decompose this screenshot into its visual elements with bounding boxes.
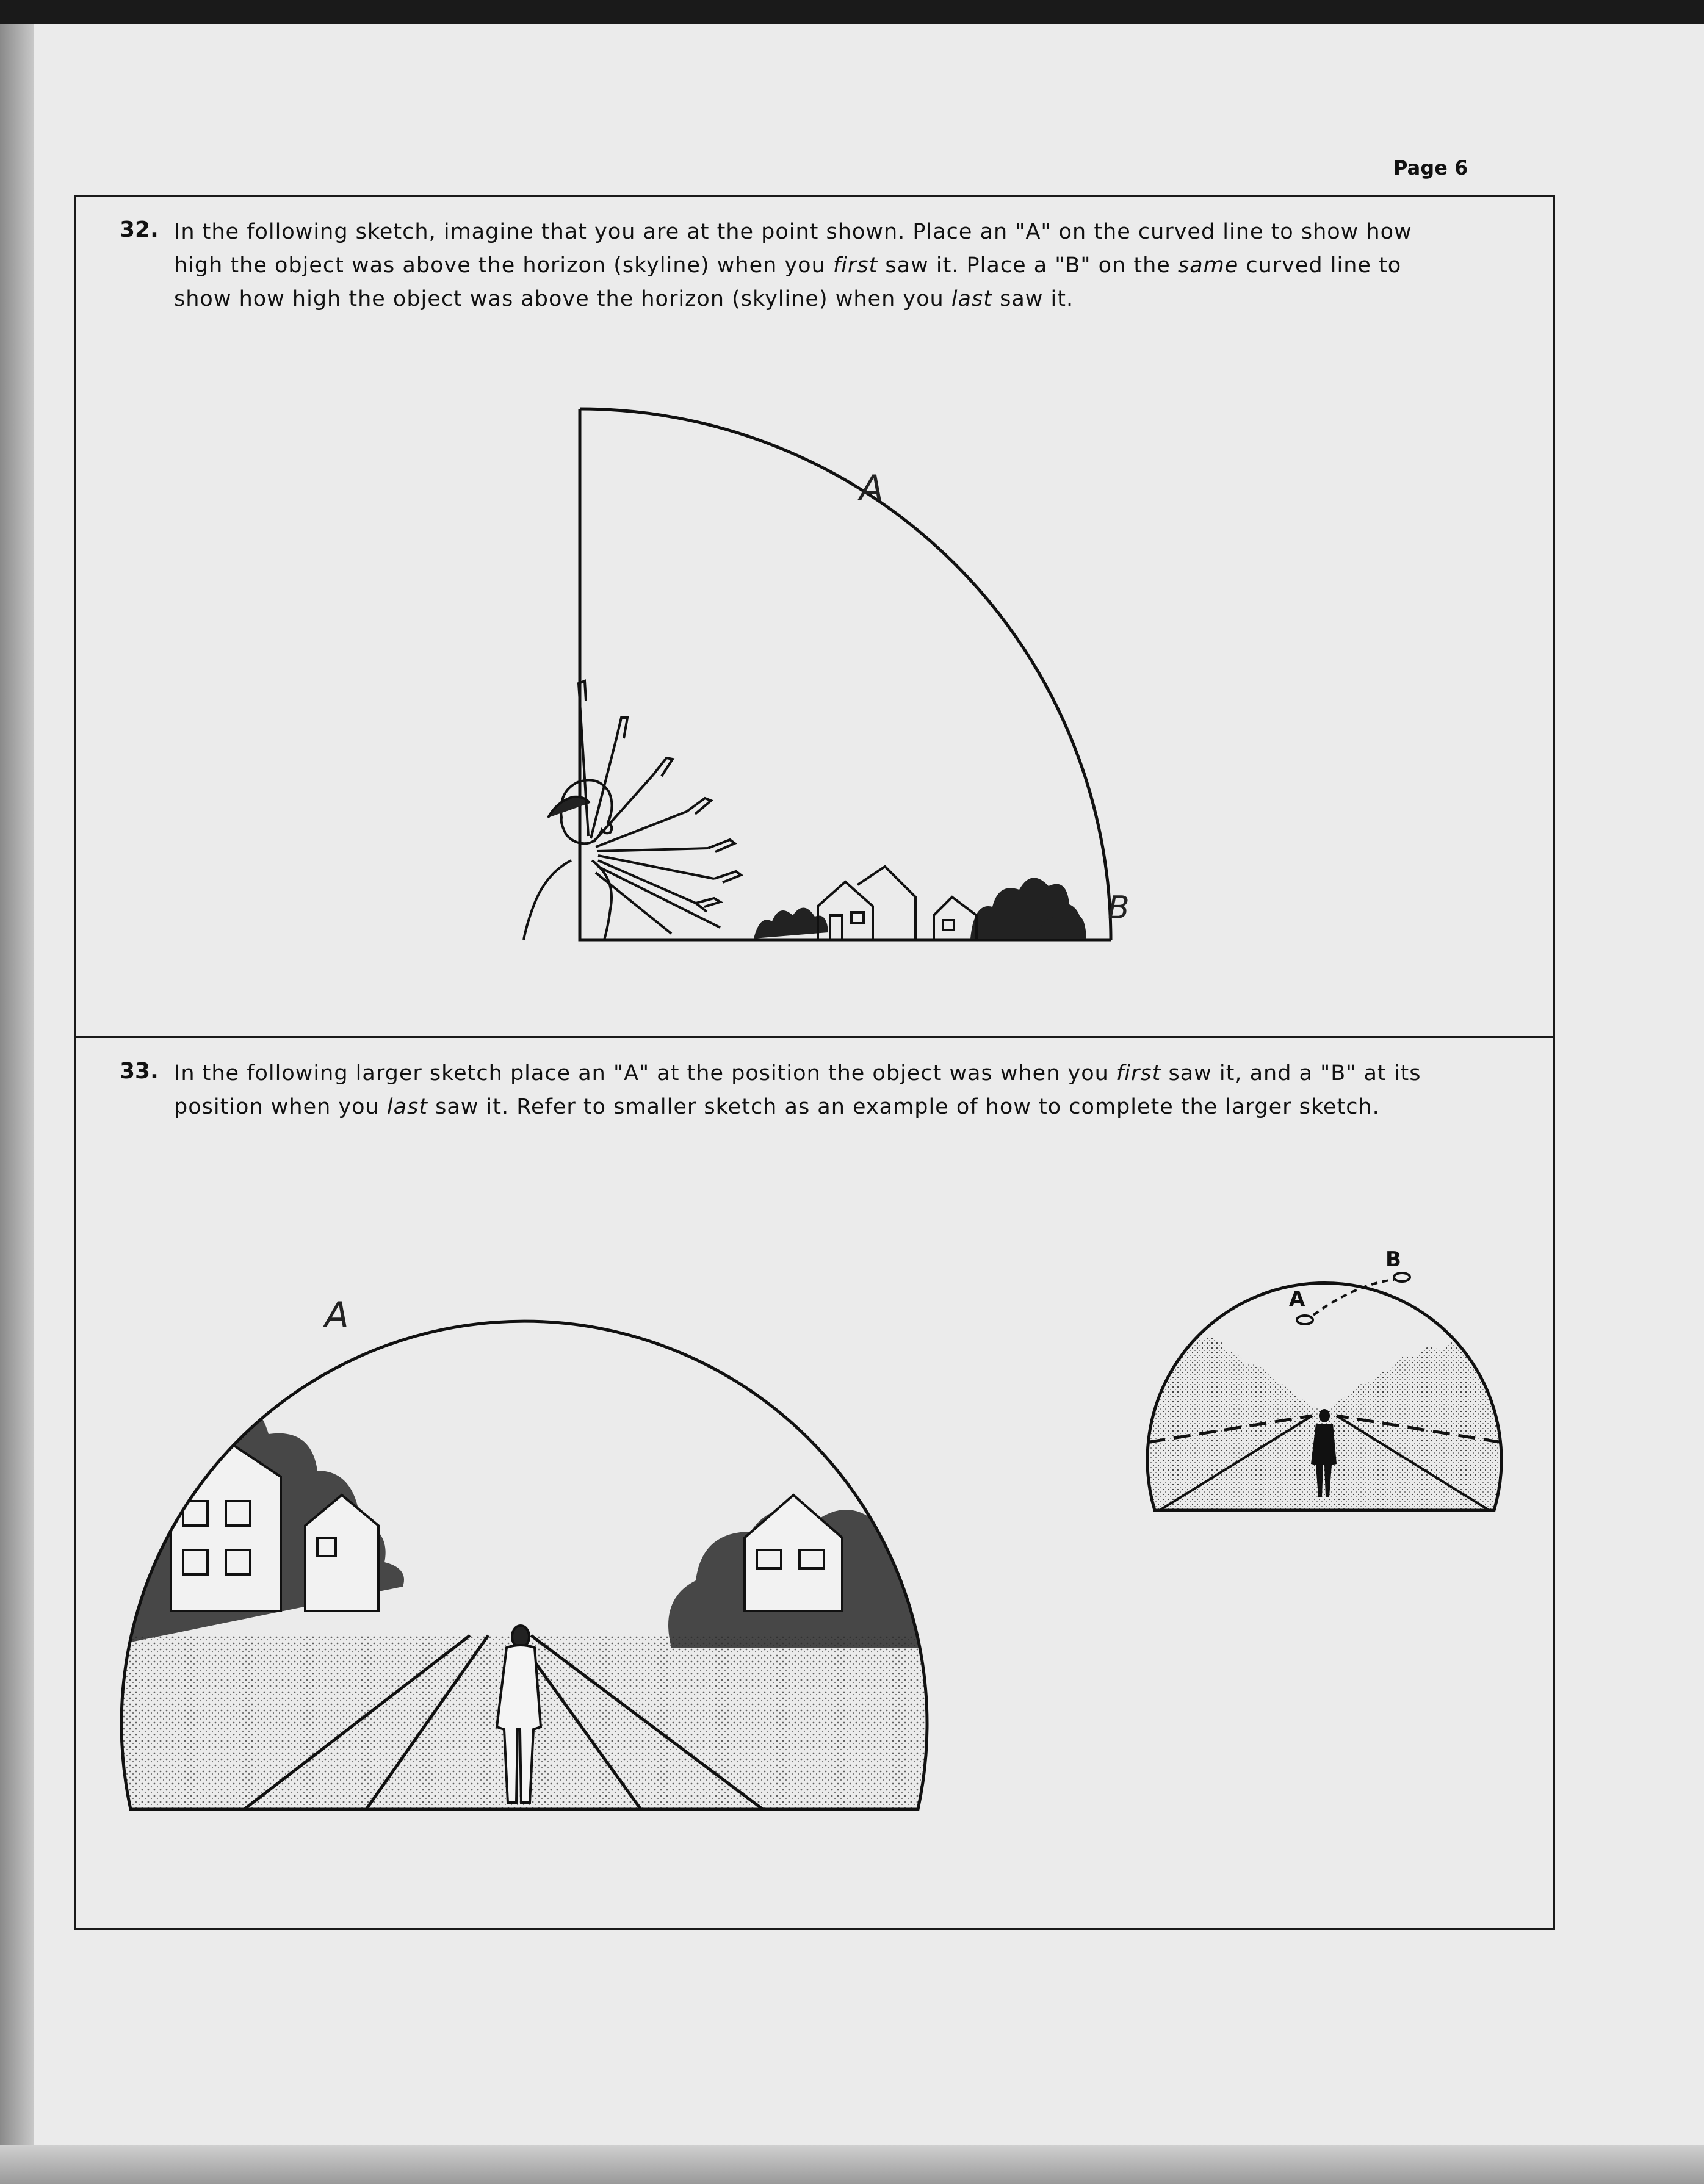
section-divider xyxy=(74,1036,1555,1038)
sketch-axes xyxy=(580,409,1111,940)
question-33-line-2: position when you last saw it. Refer to smaller sketch as an example of how to complete the larger sketch. xyxy=(174,1095,1380,1119)
page-number: Page 6 xyxy=(1393,156,1468,179)
question-33-large-sketch xyxy=(104,1220,946,1825)
pointing-arm-icon xyxy=(579,681,741,934)
question-32-number: 32. xyxy=(120,217,159,242)
question-33-example-sketch xyxy=(1123,1205,1526,1523)
question-32-line-1: In the following sketch, imagine that you are at the point shown. Place an "A" on the curved line to show how xyxy=(174,220,1412,244)
question-33-line-1: In the following larger sketch place an "A" at the position the object was when you first saw it, and a "B" at its xyxy=(174,1061,1421,1086)
question-32-elevation-sketch xyxy=(513,397,1160,976)
scan-bottom-edge xyxy=(0,2145,1704,2184)
scan-left-edge xyxy=(0,24,34,2184)
answer-B-mark: B xyxy=(1108,890,1130,926)
answer-A-mark: A xyxy=(859,467,884,509)
ufo-ellipse-icon xyxy=(1297,1273,1410,1324)
example-label-A: A xyxy=(1289,1287,1305,1311)
question-32-line-2: high the object was above the horizon (skyline) when you first saw it. Place a "B" on the same curved line to xyxy=(174,253,1402,278)
question-32-text xyxy=(174,215,1517,316)
tree-icon xyxy=(754,878,1086,939)
example-label-B: B xyxy=(1385,1247,1401,1272)
question-33-number: 33. xyxy=(120,1059,159,1084)
elevation-arc[interactable] xyxy=(580,409,1111,940)
scan-top-edge xyxy=(0,0,1704,24)
house-icon xyxy=(818,867,977,939)
answer-A-mark-large: A xyxy=(325,1294,349,1336)
question-32-line-3: show how high the object was above the horizon (skyline) when you last saw it. xyxy=(174,287,1074,311)
question-33-text xyxy=(174,1057,1541,1124)
